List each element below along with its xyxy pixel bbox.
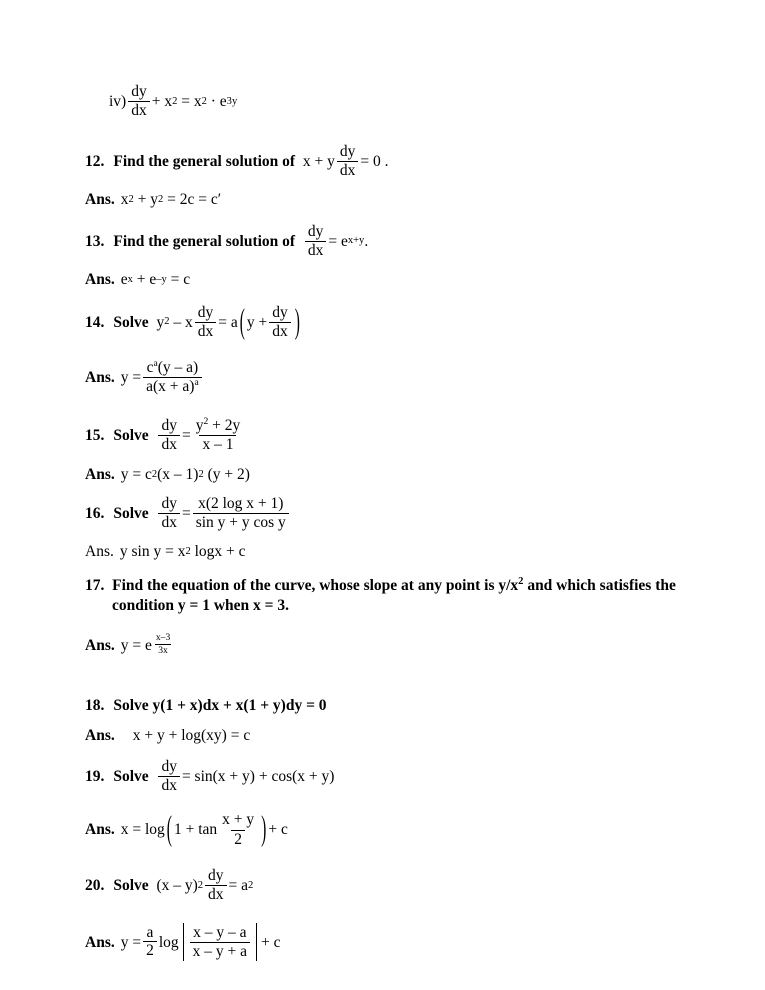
answer-13-label: Ans. bbox=[85, 271, 115, 289]
ans-lead: y = bbox=[120, 933, 142, 951]
derivative-dy-dx bbox=[158, 496, 180, 532]
fraction-numerator: x – y – a bbox=[193, 923, 247, 941]
fraction-numerator: dy bbox=[161, 757, 177, 775]
answer-18-expression: x + y + log(xy) = c bbox=[132, 727, 251, 745]
answer-18 bbox=[85, 728, 685, 744]
derivative-dy-dx bbox=[337, 144, 359, 180]
fraction-denominator: dx bbox=[158, 513, 180, 531]
fraction-denominator: dx bbox=[205, 885, 227, 903]
ans-term: x bbox=[120, 191, 129, 209]
item-iv-label: iv) bbox=[109, 93, 127, 111]
equals-x: = x bbox=[177, 93, 202, 111]
question-16-expression bbox=[156, 496, 290, 532]
ans-lead: y = bbox=[120, 369, 142, 387]
answer-20-expression bbox=[115, 923, 281, 961]
answer-14-expression bbox=[115, 357, 204, 396]
fraction-denominator: 2 bbox=[143, 941, 157, 959]
answer-20 bbox=[85, 923, 685, 961]
question-12-number: 12. bbox=[85, 152, 105, 170]
fraction-denominator: sin y + y cos y bbox=[193, 513, 289, 531]
close-paren: ) bbox=[294, 302, 300, 341]
question-12 bbox=[85, 144, 685, 180]
inner-fraction bbox=[219, 812, 257, 848]
answer-13-expression: e x + e –y = c bbox=[120, 271, 191, 289]
exponent: 2 bbox=[203, 415, 209, 427]
ans-term: y = c bbox=[120, 466, 152, 484]
answer-12 bbox=[85, 192, 685, 208]
fraction-numerator: dy bbox=[272, 303, 288, 321]
question-13 bbox=[85, 224, 685, 260]
answer-17 bbox=[85, 631, 685, 658]
ans-tail: logx + c bbox=[190, 543, 246, 561]
question-19 bbox=[85, 759, 685, 795]
fraction-denominator: dx bbox=[128, 101, 150, 119]
fraction-numerator: dy bbox=[131, 83, 147, 100]
ans-tail: (y + 2) bbox=[203, 466, 250, 484]
section-spacer bbox=[85, 658, 685, 684]
fraction-denominator: dx bbox=[158, 435, 180, 453]
exponent: a bbox=[153, 357, 158, 369]
question-15-stem: Solve bbox=[113, 426, 149, 444]
open-paren: ( bbox=[239, 302, 245, 341]
ans-lead: x = log bbox=[120, 821, 165, 839]
answer-15 bbox=[85, 467, 685, 483]
fraction-denominator: x – y + a bbox=[190, 942, 250, 960]
equals-a: = a bbox=[228, 876, 249, 894]
question-19-expression bbox=[156, 759, 334, 795]
fraction-numerator: x(2 log x + 1) bbox=[198, 494, 284, 512]
answer-19-expression bbox=[115, 812, 288, 848]
fraction-numerator: $c^a(y - a)$ bbox=[146, 357, 199, 377]
fraction-denominator: dx bbox=[337, 161, 359, 179]
answer-13 bbox=[85, 272, 685, 288]
fraction-numerator: dy bbox=[197, 303, 214, 321]
cdot-e: · e bbox=[206, 93, 227, 111]
answer-18-label: Ans. bbox=[85, 727, 115, 745]
fraction-denominator: dx bbox=[195, 322, 217, 340]
inner-expr: 1 + tan bbox=[173, 821, 218, 839]
equals: = bbox=[181, 426, 191, 444]
fraction-denominator: 3x bbox=[155, 644, 171, 656]
question-18-stem: Solve y(1 + x)dx + x(1 + y)dy = 0 bbox=[113, 696, 327, 714]
expr-lead: x + y bbox=[302, 152, 335, 170]
derivative-dy-dx bbox=[305, 224, 327, 260]
answer-19 bbox=[85, 812, 685, 848]
expr-tail: = 0 . bbox=[360, 152, 389, 170]
fraction-numerator: x + y bbox=[222, 811, 255, 829]
derivative-dy-dx bbox=[195, 305, 217, 341]
question-15-number: 15. bbox=[85, 426, 105, 444]
fraction-denominator: $a(x + a)^a$ bbox=[143, 377, 202, 395]
answer-16-label: Ans. bbox=[85, 543, 114, 561]
ans-lead: y = e bbox=[120, 637, 152, 655]
question-16 bbox=[85, 496, 685, 532]
minus-x: – x bbox=[169, 313, 193, 331]
fraction-denominator: dx bbox=[305, 241, 327, 259]
question-13-expression: $\frac{dy}{dx}$ = e x+y . bbox=[303, 224, 368, 260]
equals-a: = a bbox=[218, 313, 238, 331]
question-18 bbox=[85, 698, 685, 714]
rhs-fraction bbox=[193, 496, 289, 532]
answer-15-label: Ans. bbox=[85, 466, 115, 484]
inner-y: y + bbox=[246, 313, 268, 331]
derivative-dy-dx bbox=[205, 868, 227, 904]
question-17-number: 17. bbox=[85, 576, 105, 594]
log-operator: log bbox=[158, 933, 179, 951]
item-iv bbox=[109, 84, 685, 120]
answer-16-expression: y sin y = x 2 logx + c bbox=[119, 543, 246, 561]
fraction-denominator: dx bbox=[269, 322, 291, 340]
derivative-dy-dx-inner bbox=[269, 305, 291, 341]
item-iv-expression: iv) $\frac{dy}{dx}$ + x 2 = x 2 · e 3y bbox=[109, 83, 238, 120]
question-13-stem: Find the general solution of bbox=[113, 232, 296, 250]
question-20 bbox=[85, 868, 685, 904]
period: . bbox=[364, 232, 369, 250]
question-17-stem-line1-cont: and which satisfies the bbox=[523, 576, 676, 594]
page-content bbox=[85, 84, 685, 961]
fraction-numerator: dy bbox=[208, 866, 224, 884]
fraction-numerator: $y^2 + 2y$ bbox=[195, 415, 241, 434]
question-19-stem: Solve bbox=[113, 767, 149, 785]
coefficient-fraction bbox=[143, 925, 157, 960]
answer-14-label: Ans. bbox=[85, 369, 115, 387]
fraction-numerator: dy bbox=[161, 494, 177, 512]
exponent: 2 bbox=[518, 575, 524, 587]
answer-fraction bbox=[143, 357, 202, 396]
binomial: (x – y) bbox=[156, 876, 198, 894]
derivative-dy-dx bbox=[158, 418, 180, 454]
question-18-number: 18. bbox=[85, 696, 105, 714]
ans-tail: + c bbox=[268, 821, 288, 839]
question-20-stem: Solve bbox=[113, 876, 149, 894]
ans-tail: = 2c = c′ bbox=[163, 191, 222, 209]
question-17 bbox=[85, 576, 704, 617]
answer-17-label: Ans. bbox=[85, 637, 115, 655]
absolute-value-bar-left bbox=[183, 923, 184, 961]
question-15 bbox=[85, 415, 685, 454]
fraction-denominator: 2 bbox=[231, 830, 245, 848]
ans-term: (x – 1) bbox=[157, 466, 199, 484]
question-14 bbox=[85, 302, 685, 341]
question-15-expression bbox=[156, 415, 245, 454]
ans-tail: + c bbox=[261, 933, 281, 951]
equals-e: = e bbox=[328, 232, 348, 250]
fraction-numerator: dy bbox=[307, 222, 324, 240]
fraction-numerator: dy bbox=[161, 416, 177, 434]
ans-term: + e bbox=[132, 271, 157, 289]
question-16-number: 16. bbox=[85, 504, 105, 522]
equals: = bbox=[181, 504, 191, 522]
answer-12-expression: x 2 + y 2 = 2c = c′ bbox=[120, 191, 222, 209]
close-paren: ) bbox=[261, 810, 267, 849]
answer-15-expression: y = c 2 (x – 1) 2 (y + 2) bbox=[120, 466, 250, 484]
question-14-number: 14. bbox=[85, 313, 105, 331]
fraction-denominator: dx bbox=[158, 776, 180, 794]
question-14-stem: Solve bbox=[113, 313, 149, 331]
derivative-dy-dx bbox=[128, 84, 150, 120]
fraction-numerator: dy bbox=[339, 142, 356, 160]
question-16-stem: Solve bbox=[113, 504, 149, 522]
inner-fraction bbox=[190, 925, 250, 961]
question-20-number: 20. bbox=[85, 876, 105, 894]
question-20-expression: (x – y) 2 $\frac{dy}{dx}$ = a 2 bbox=[156, 866, 254, 904]
question-19-number: 19. bbox=[85, 767, 105, 785]
ans-term: y sin y = x bbox=[119, 543, 186, 561]
expr-tail: = sin(x + y) + cos(x + y) bbox=[181, 767, 335, 785]
open-paren: ( bbox=[166, 810, 172, 849]
rhs-fraction bbox=[193, 415, 244, 454]
question-17-stem-line1: Find the equation of the curve, whose slope at any point is y/x bbox=[112, 576, 519, 594]
question-14-expression: y 2 – x $\frac{dy}{dx}$ = a ( y + $\frac{dy}{dx}$ ) bbox=[156, 302, 300, 341]
fraction-numerator: a bbox=[146, 924, 154, 942]
answer-20-label: Ans. bbox=[85, 933, 115, 951]
fraction-numerator: x–3 bbox=[155, 631, 171, 643]
answer-14 bbox=[85, 357, 685, 396]
term-y: y bbox=[156, 313, 165, 331]
term-plus-x: + x bbox=[151, 93, 173, 111]
ans-term: e bbox=[120, 271, 128, 289]
absolute-value-bar-right bbox=[256, 923, 257, 961]
exponent-fraction bbox=[152, 633, 174, 656]
question-17-stem-line2: condition y = 1 when x = 3. bbox=[112, 597, 289, 615]
ans-term: + y bbox=[133, 191, 158, 209]
ans-tail: = c bbox=[166, 271, 191, 289]
derivative-dy-dx bbox=[158, 759, 180, 795]
question-12-expression bbox=[303, 144, 389, 180]
answer-17-expression bbox=[115, 631, 175, 658]
question-13-number: 13. bbox=[85, 232, 105, 250]
question-12-stem: Find the general solution of bbox=[113, 152, 296, 170]
answer-19-label: Ans. bbox=[85, 821, 115, 839]
answer-16 bbox=[85, 544, 685, 560]
answer-12-label: Ans. bbox=[85, 191, 115, 209]
exponent: a bbox=[194, 377, 199, 389]
fraction-denominator: x – 1 bbox=[199, 435, 236, 453]
